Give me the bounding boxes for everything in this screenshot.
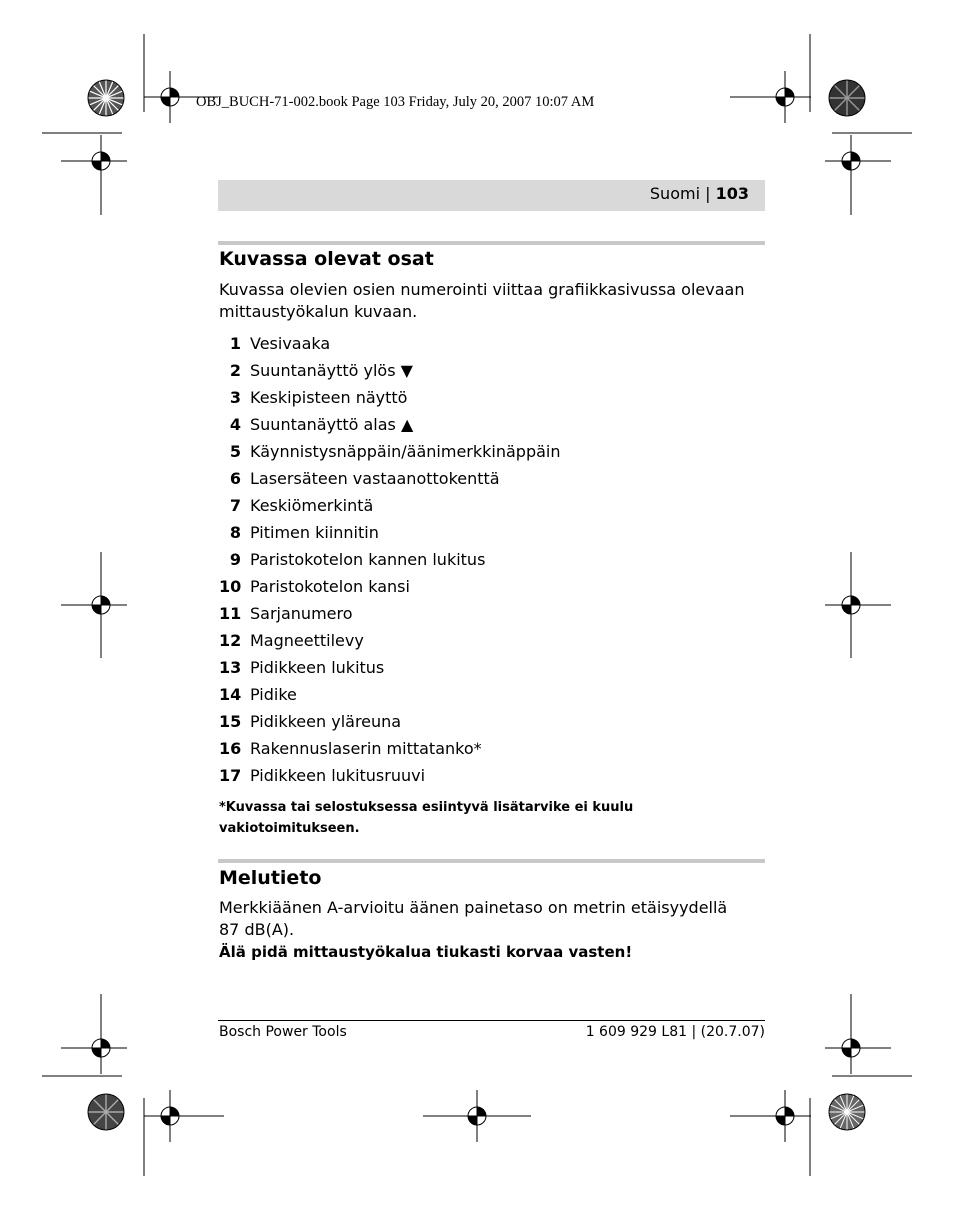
crosshair-mark bbox=[825, 994, 891, 1074]
item-number: 13 bbox=[219, 658, 242, 677]
item-number: 3 bbox=[229, 388, 241, 407]
item-number: 7 bbox=[229, 496, 241, 515]
list-item bbox=[219, 708, 401, 735]
list-item bbox=[219, 492, 373, 519]
item-label: Paristokotelon kannen lukitus bbox=[250, 550, 486, 569]
header-separator: | bbox=[705, 184, 711, 203]
item-number: 4 bbox=[229, 415, 241, 434]
item-label: Paristokotelon kansi bbox=[250, 577, 410, 596]
item-number: 17 bbox=[219, 766, 242, 785]
list-item bbox=[219, 330, 330, 357]
footer-document-code: 1 609 929 L81 | (20.7.07) bbox=[585, 1024, 765, 1040]
star-target-mark bbox=[88, 1094, 124, 1130]
list-item bbox=[219, 600, 353, 627]
item-number: 5 bbox=[229, 442, 241, 461]
list-item bbox=[219, 411, 413, 438]
list-item bbox=[219, 627, 364, 654]
footer-rule bbox=[218, 1020, 765, 1021]
list-item bbox=[219, 573, 410, 600]
star-target-mark bbox=[829, 80, 865, 116]
crosshair-mark bbox=[730, 71, 811, 123]
parts-intro-text: Kuvassa olevien osien numerointi viittaa grafiikkasivussa olevaan mittaustyökalun kuvaan. bbox=[219, 280, 745, 321]
item-number: 12 bbox=[219, 631, 242, 650]
list-item bbox=[219, 654, 384, 681]
item-number: 16 bbox=[219, 739, 242, 758]
item-label: Keskiömerkintä bbox=[250, 496, 374, 515]
footer-publisher: Bosch Power Tools bbox=[219, 1024, 347, 1040]
list-item bbox=[219, 681, 297, 708]
item-label: Lasersäteen vastaanottokenttä bbox=[250, 469, 500, 488]
crosshair-mark bbox=[61, 552, 127, 658]
item-number: 11 bbox=[219, 604, 242, 623]
item-label: Suuntanäyttö alas ▲ bbox=[250, 415, 414, 434]
accessory-footnote: *Kuvassa tai selostuksessa esiintyvä lisätarvike ei kuulu vakiotoimitukseen. bbox=[219, 800, 634, 836]
crosshair-mark bbox=[825, 135, 891, 215]
item-label: Pidikkeen lukitus bbox=[250, 658, 385, 677]
item-label: Sarjanumero bbox=[250, 604, 353, 623]
header-page-number: 103 bbox=[715, 184, 749, 203]
item-number: 1 bbox=[229, 334, 241, 353]
header-language: Suomi bbox=[649, 184, 701, 203]
section-heading-parts: Kuvassa olevat osat bbox=[219, 248, 434, 270]
item-number: 10 bbox=[219, 577, 242, 596]
list-item bbox=[219, 519, 379, 546]
list-item bbox=[219, 762, 425, 789]
item-label: Magneettilevy bbox=[250, 631, 364, 650]
item-label: Suuntanäyttö ylös ▼ bbox=[250, 361, 413, 380]
item-label: Pidikkeen lukitusruuvi bbox=[250, 766, 426, 785]
item-label: Rakennuslaserin mittatanko* bbox=[250, 739, 482, 758]
noise-warning: Älä pidä mittaustyökalua tiukasti korvaa vasten! bbox=[219, 943, 633, 961]
crosshair-mark bbox=[730, 1090, 811, 1142]
print-info-line: OBJ_BUCH-71-002.book Page 103 Friday, July 20, 2007 10:07 AM bbox=[196, 94, 595, 110]
item-number: 2 bbox=[229, 361, 241, 380]
list-item bbox=[219, 465, 500, 492]
list-item bbox=[219, 357, 413, 384]
list-item bbox=[219, 384, 407, 411]
item-number: 6 bbox=[229, 469, 241, 488]
item-label: Pidikkeen yläreuna bbox=[250, 712, 402, 731]
noise-info-text: Merkkiäänen A-arvioitu äänen painetaso on metrin etäisyydellä 87 dB(A). bbox=[219, 898, 728, 939]
section-rule bbox=[218, 241, 765, 245]
section-rule bbox=[218, 859, 765, 863]
page-header-bar bbox=[218, 180, 765, 211]
crosshair-mark bbox=[61, 994, 127, 1074]
list-item bbox=[219, 546, 485, 573]
item-label: Käynnistysnäppäin/äänimerkkinäppäin bbox=[250, 442, 561, 461]
star-target-mark bbox=[829, 1094, 865, 1130]
crosshair-mark bbox=[144, 1090, 224, 1142]
crosshair-mark bbox=[825, 552, 891, 658]
page-header-text bbox=[650, 184, 749, 203]
star-target-mark bbox=[88, 80, 124, 116]
section-heading-noise: Melutieto bbox=[219, 867, 322, 889]
crosshair-mark bbox=[61, 135, 127, 215]
item-number: 8 bbox=[229, 523, 241, 542]
list-item bbox=[219, 735, 482, 762]
crosshair-mark bbox=[423, 1090, 531, 1142]
item-label: Keskipisteen näyttö bbox=[250, 388, 408, 407]
item-number: 14 bbox=[219, 685, 242, 704]
list-item bbox=[219, 438, 561, 465]
item-label: Pidike bbox=[250, 685, 297, 704]
item-number: 15 bbox=[219, 712, 242, 731]
item-label: Pitimen kiinnitin bbox=[250, 523, 379, 542]
item-number: 9 bbox=[229, 550, 241, 569]
item-label: Vesivaaka bbox=[250, 334, 331, 353]
